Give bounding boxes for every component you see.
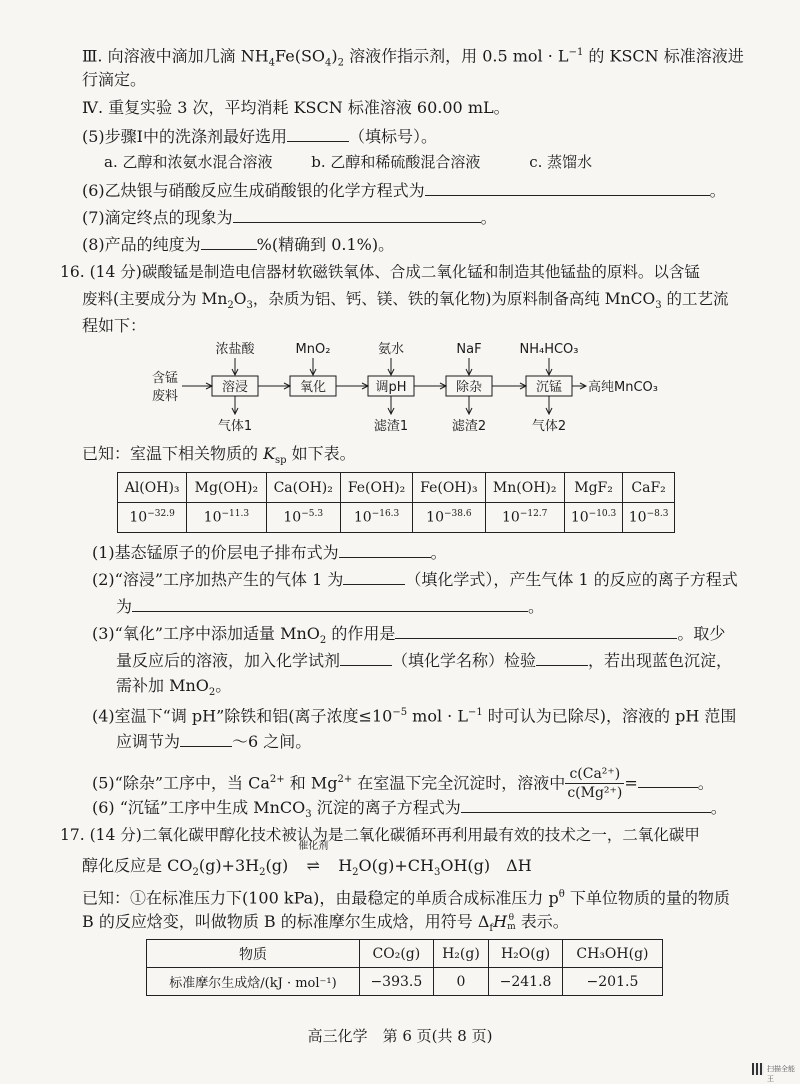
answer-blank[interactable] bbox=[287, 123, 349, 142]
subquestion-3-line-3: 需补加 MnO$_2$。 bbox=[116, 676, 232, 699]
question-6: (6)乙炔银与硝酸反应生成硝酸银的化学方程式为 。 bbox=[82, 177, 726, 203]
step-3-line-2: 行滴定。 bbox=[82, 70, 147, 89]
answer-blank[interactable] bbox=[638, 769, 698, 788]
option-b: b. 乙醇和稀硫酸混合溶液 bbox=[311, 153, 481, 171]
answer-blank[interactable] bbox=[233, 204, 481, 223]
problem-17-reaction: 醇化反应是 $CO_2(g)+3H_2(g)$ 催化剂 ⇌ $H_2O(g)+CH_3OH(g)$ ΔH bbox=[82, 841, 532, 879]
flow-reagent-label: MnO₂ bbox=[295, 342, 331, 357]
answer-blank[interactable] bbox=[536, 647, 588, 666]
subquestion-3-line-1: (3)“氧化”工序中添加适量 MnO$_2$ 的作用是 。取少 bbox=[92, 620, 725, 653]
answer-blank[interactable] bbox=[425, 177, 710, 196]
problem-17-known-2: B 的反应焓变，叫做物质 B 的标准摩尔生成焓，用符号 $\Delta_fH$ θ m 表示。 bbox=[82, 912, 569, 935]
flow-reagent-label: NaF bbox=[456, 342, 482, 357]
option-c: c. 蒸馏水 bbox=[529, 153, 593, 171]
problem-16-intro-1: 16. (14 分)碳酸锰是制造电信器材软磁铁氧体、合成二氧化锰和制造其他锰盐的原料。以含锰 bbox=[60, 263, 700, 281]
subquestion-1: (1)基态锰原子的价层电子排布式为 。 bbox=[92, 539, 447, 565]
process-flow-diagram bbox=[140, 338, 700, 438]
subquestion-3-line-2: 量反应后的溶液，加入化学试剂 （填化学名称）检验 ，若出现蓝色沉淀， bbox=[116, 647, 732, 673]
flow-step-label: 沉锰 bbox=[535, 380, 563, 395]
problem-17-intro-1: 17. (14 分)二氧化碳甲醇化技术被认为是二氧化碳循环再利用最有效的技术之一，二氧化碳甲 bbox=[60, 826, 700, 844]
ksp-header-cell: Fe(OH)₃ bbox=[413, 473, 485, 503]
flow-byproduct-label: 滤渣2 bbox=[451, 419, 487, 434]
subquestion-2-line-1: (2)“溶浸”工序加热产生的气体 1 为 （填化学式），产生气体 1 的反应的离子方程式 bbox=[92, 566, 738, 592]
answer-blank[interactable] bbox=[395, 620, 677, 639]
enthalpy-value-cell: −393.5 bbox=[360, 968, 434, 996]
enthalpy-substance-cell: H₂O(g) bbox=[489, 940, 563, 968]
ksp-header-cell: Al(OH)₃ bbox=[118, 473, 187, 503]
ksp-value-cell: $10^{-12.7}$ bbox=[485, 503, 564, 533]
ksp-header-cell: Mg(OH)₂ bbox=[187, 473, 266, 503]
option-a: a. 乙醇和浓氨水混合溶液 bbox=[104, 153, 273, 171]
flow-byproduct-label: 滤渣1 bbox=[373, 419, 409, 434]
flow-step-label: 溶浸 bbox=[221, 380, 249, 395]
flow-product-label: 高纯MnCO₃ bbox=[588, 380, 658, 395]
problem-17-known-1: 已知：①在标准压力下(100 kPa)，由最稳定的单质合成标准压力 $p^\theta$ 下单位物质的量的物质 bbox=[82, 888, 730, 908]
ksp-value-cell: $10^{-16.3}$ bbox=[340, 503, 412, 533]
flow-byproduct-label: 气体1 bbox=[217, 419, 253, 434]
flow-step-label: 氧化 bbox=[299, 380, 327, 395]
question-5-options bbox=[104, 150, 592, 174]
ksp-table bbox=[117, 472, 675, 533]
flow-source-label-1: 含锰 bbox=[152, 371, 179, 386]
enthalpy-substance-cell: H₂(g) bbox=[433, 940, 488, 968]
subquestion-4-line-2: 应调节为 ～6 之间。 bbox=[116, 728, 311, 754]
enthalpy-value-cell: 0 bbox=[433, 968, 488, 996]
answer-blank[interactable] bbox=[180, 728, 232, 747]
page-footer: 高三化学 第 6 页(共 8 页) bbox=[307, 1027, 493, 1045]
ksp-intro: 已知：室温下相关物质的 $K_{sp}$ 如下表。 bbox=[82, 444, 356, 467]
flow-step-label: 调pH bbox=[375, 380, 407, 395]
subquestion-5: (5)“除杂”工序中，当 $Ca^{2+}$ 和 $Mg^{2+}$ 在室温下完全沉淀时，溶液中 $\frac{\text{c(Ca²⁺)}}{\text{c(Mg²⁺)}}$ = 。 bbox=[92, 766, 714, 802]
equilibrium-arrow: 催化剂 ⇌ bbox=[298, 841, 329, 875]
flow-reagent-label: NH₄HCO₃ bbox=[519, 342, 579, 357]
ksp-header-cell: Mn(OH)₂ bbox=[485, 473, 564, 503]
ksp-value-cell: $10^{-38.6}$ bbox=[413, 503, 485, 533]
step-3-line-1: Ⅲ. 向溶液中滴加几滴 $NH_4Fe(SO_4)_2$ 溶液作指示剂，用 0.5 mol · $L^{-1}$ 的 KSCN 标准溶液进 bbox=[82, 46, 744, 69]
flow-reagent-label: 浓盐酸 bbox=[215, 342, 255, 357]
concentration-ratio: $\frac{\text{c(Ca²⁺)}}{\text{c(Mg²⁺)}}$ bbox=[567, 766, 623, 802]
scanner-logo-icon bbox=[752, 1063, 764, 1075]
answer-blank[interactable] bbox=[343, 566, 405, 585]
ksp-header-cell: Ca(OH)₂ bbox=[266, 473, 340, 503]
subquestion-4-line-1: (4)室温下“调 pH”除铁和铝(离子浓度$\le 10^{-5}$ mol · $L^{-1}$ 时可认为已除尽)，溶液的 pH 范围 bbox=[92, 706, 737, 726]
ksp-header-cell: MgF₂ bbox=[564, 473, 622, 503]
enthalpy-row-label: 物质 bbox=[147, 940, 360, 968]
enthalpy-value-cell: −241.8 bbox=[489, 968, 563, 996]
subquestion-2-line-2: 为 。 bbox=[116, 593, 544, 619]
subquestion-6: (6) “沉锰”工序中生成 MnCO$_3$ 沉淀的离子方程式为 。 bbox=[92, 794, 727, 827]
question-5: (5)步骤Ⅰ中的洗涤剂最好选用 （填标号）。 bbox=[82, 123, 437, 149]
question-8: (8)产品的纯度为 %(精确到 0.1%)。 bbox=[82, 231, 394, 257]
problem-16-intro-2: 废料(主要成分为 $Mn_2O_3$，杂质为铝、钙、镁、铁的氧化物)为原料制备高纯 MnCO$_3$ 的工艺流 bbox=[82, 290, 729, 312]
enthalpy-substance-cell: CH₃OH(g) bbox=[562, 940, 662, 968]
ksp-value-cell: $10^{-8.3}$ bbox=[623, 503, 675, 533]
ksp-value-cell: $10^{-5.3}$ bbox=[266, 503, 340, 533]
step-4-line: Ⅳ. 重复实验 3 次，平均消耗 KSCN 标准溶液 60.00 mL。 bbox=[82, 98, 510, 117]
watermark-text: 扫描全能王 bbox=[767, 1065, 795, 1083]
question-7: (7)滴定终点的现象为 。 bbox=[82, 204, 497, 230]
enthalpy-row-label: 标准摩尔生成焓/(kJ · mol⁻¹) bbox=[147, 968, 360, 996]
problem-16-intro-3: 程如下： bbox=[82, 316, 147, 335]
flow-byproduct-label: 气体2 bbox=[531, 419, 567, 434]
answer-blank[interactable] bbox=[461, 794, 711, 813]
flow-reagent-label: 氨水 bbox=[377, 342, 405, 357]
ksp-header-cell: CaF₂ bbox=[623, 473, 675, 503]
ksp-header-cell: Fe(OH)₂ bbox=[340, 473, 412, 503]
answer-blank[interactable] bbox=[339, 539, 431, 558]
flow-source-label-2: 废料 bbox=[152, 389, 179, 404]
enthalpy-substance-cell: CO₂(g) bbox=[360, 940, 434, 968]
ksp-value-cell: $10^{-10.3}$ bbox=[564, 503, 622, 533]
ksp-value-cell: $10^{-32.9}$ bbox=[118, 503, 187, 533]
flow-step-label: 除杂 bbox=[455, 380, 483, 395]
answer-blank[interactable] bbox=[132, 593, 528, 612]
enthalpy-table bbox=[146, 939, 663, 996]
answer-blank[interactable] bbox=[201, 231, 257, 250]
ksp-value-cell: $10^{-11.3}$ bbox=[187, 503, 266, 533]
enthalpy-value-cell: −201.5 bbox=[562, 968, 662, 996]
answer-blank[interactable] bbox=[340, 647, 392, 666]
